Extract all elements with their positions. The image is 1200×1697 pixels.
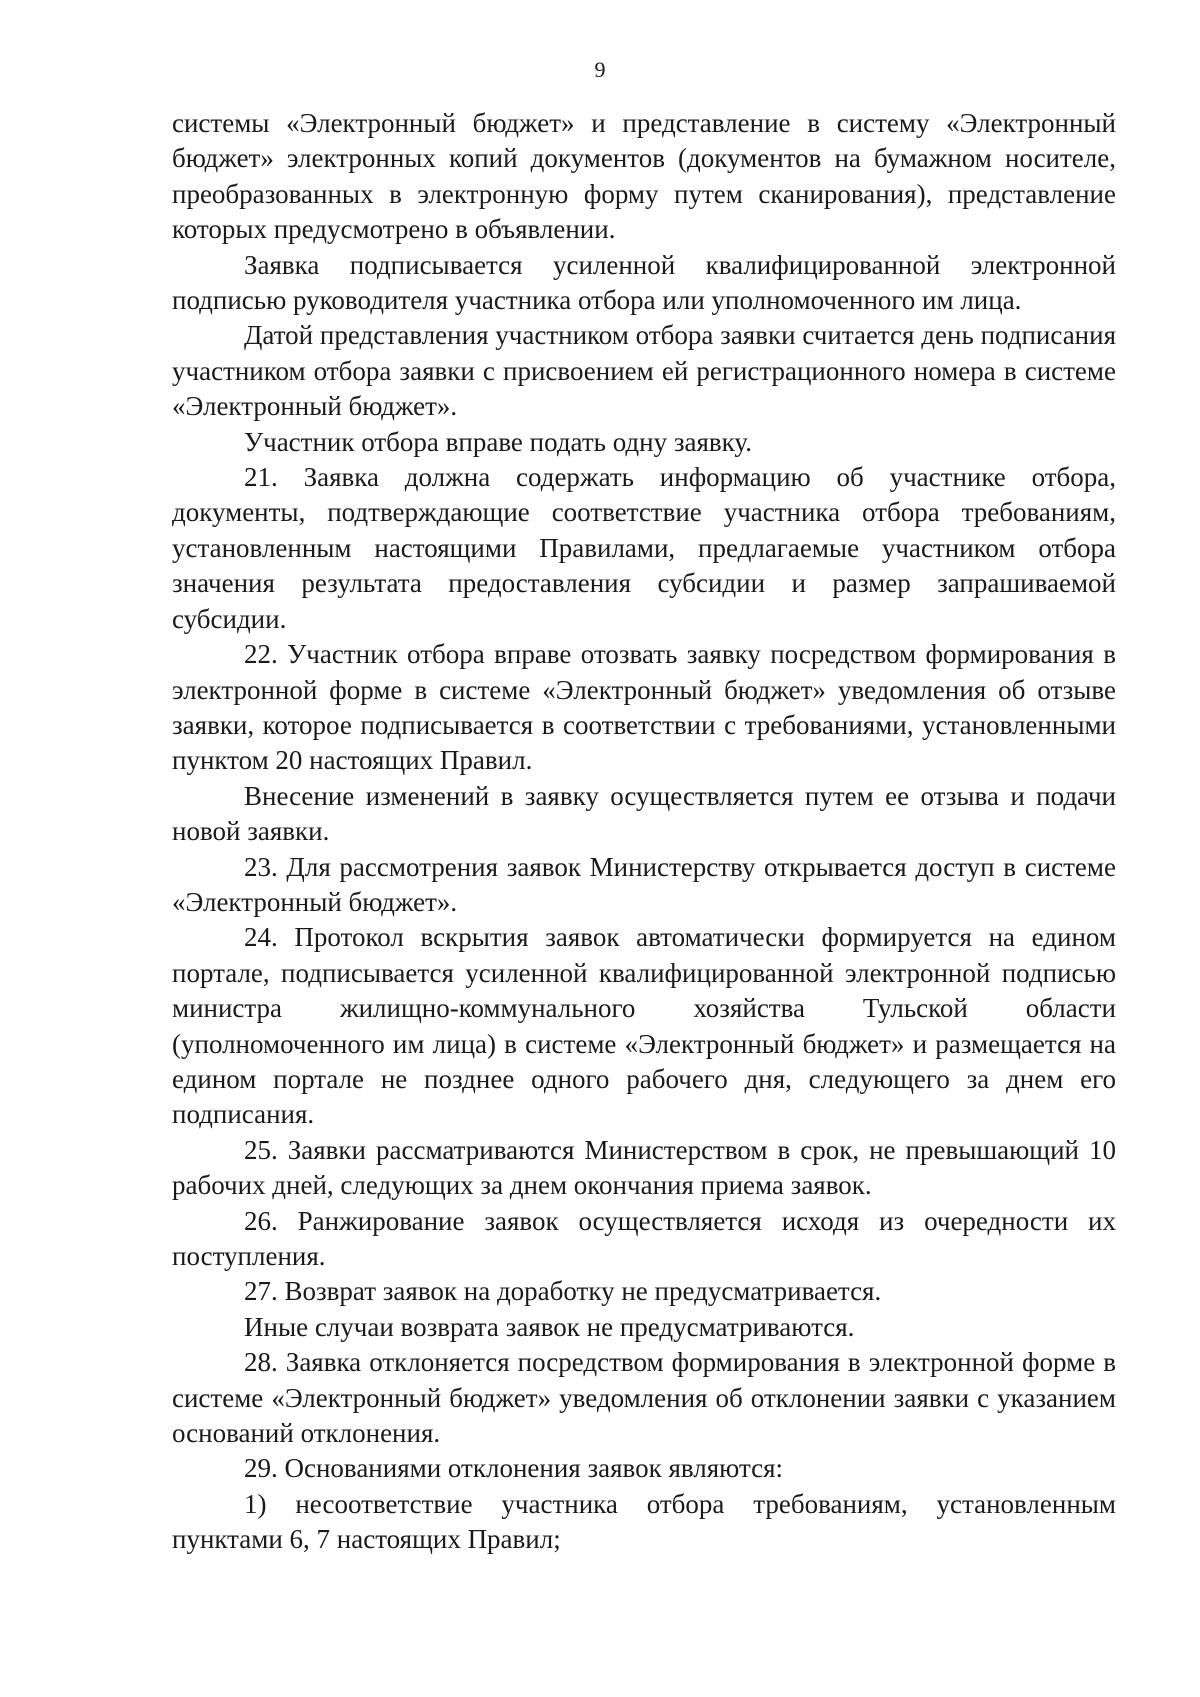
paragraph-subitem-1: 1) несоответствие участника отбора требованиям, установленным пунктами 6, 7 настоящих Правил;	[172, 1488, 1116, 1555]
paragraph-continuation: системы «Электронный бюджет» и представление в систему «Электронный бюджет» электронных копий документов (документов на бумажном носителе, преобразованных в электронную форму путем сканирования), представление которых предусмотрено в объявлении.	[172, 108, 1116, 245]
paragraph-item-29: 29. Основаниями отклонения заявок являются:	[244, 1453, 783, 1484]
paragraph-changes: Внесение изменений в заявку осуществляется путем ее отзыва и подачи новой заявки.	[172, 780, 1116, 847]
paragraph-item-22: 22. Участник отбора вправе отозвать заявку посредством формирования в электронной форме в системе «Электронный бюджет» уведомления об отзыве заявки, которое подписывается в соответствии с требованиями, установленными пунктом 20 настоящих Правил.	[172, 639, 1116, 776]
paragraph-item-28: 28. Заявка отклоняется посредством формирования в электронной форме в системе «Электронный бюджет» уведомления об отклонении заявки с указанием оснований отклонения.	[172, 1347, 1116, 1449]
paragraph-other-returns: Иные случаи возврата заявок не предусматриваются.	[244, 1311, 855, 1342]
page-number: 9	[594, 57, 606, 82]
paragraph-item-21: 21. Заявка должна содержать информацию об участнике отбора, документы, подтверждающие соответствие участника отбора требованиям, установленным настоящими Правилами, предлагаемые участником отбора значения результата предоставления субсидии и размер запрашиваемой субсидии.	[172, 462, 1116, 634]
paragraph-item-24: 24. Протокол вскрытия заявок автоматически формируется на едином портале, подписывается усиленной квалифицированной электронной подписью министра жилищно-коммунального хозяйства Тульской области (уполномоченного им лица) в системе «Электронный бюджет» и размещается на едином портале не позднее одного рабочего дня, следующего за днем его подписания.	[172, 922, 1116, 1130]
paragraph-submission-date: Датой представления участником отбора заявки считается день подписания участником отбора заявки с присвоением ей регистрационного номера в системе «Электронный бюджет».	[172, 320, 1116, 422]
paragraph-signature: Заявка подписывается усиленной квалифицированной электронной подписью руководителя участника отбора или уполномоченного им лица.	[172, 249, 1116, 316]
paragraph-item-25: 25. Заявки рассматриваются Министерством в срок, не превышающий 10 рабочих дней, следующих за днем окончания приема заявок.	[172, 1134, 1116, 1201]
paragraph-item-23: 23. Для рассмотрения заявок Министерству открывается доступ в системе «Электронный бюджет».	[172, 851, 1116, 917]
document-body	[172, 106, 1116, 1558]
paragraph-item-27: 27. Возврат заявок на доработку не предусматривается.	[244, 1276, 882, 1307]
paragraph-item-26: 26. Ранжирование заявок осуществляется исходя из очередности их поступления.	[172, 1205, 1116, 1271]
paragraph-one-application: Участник отбора вправе подать одну заявку.	[244, 426, 752, 457]
